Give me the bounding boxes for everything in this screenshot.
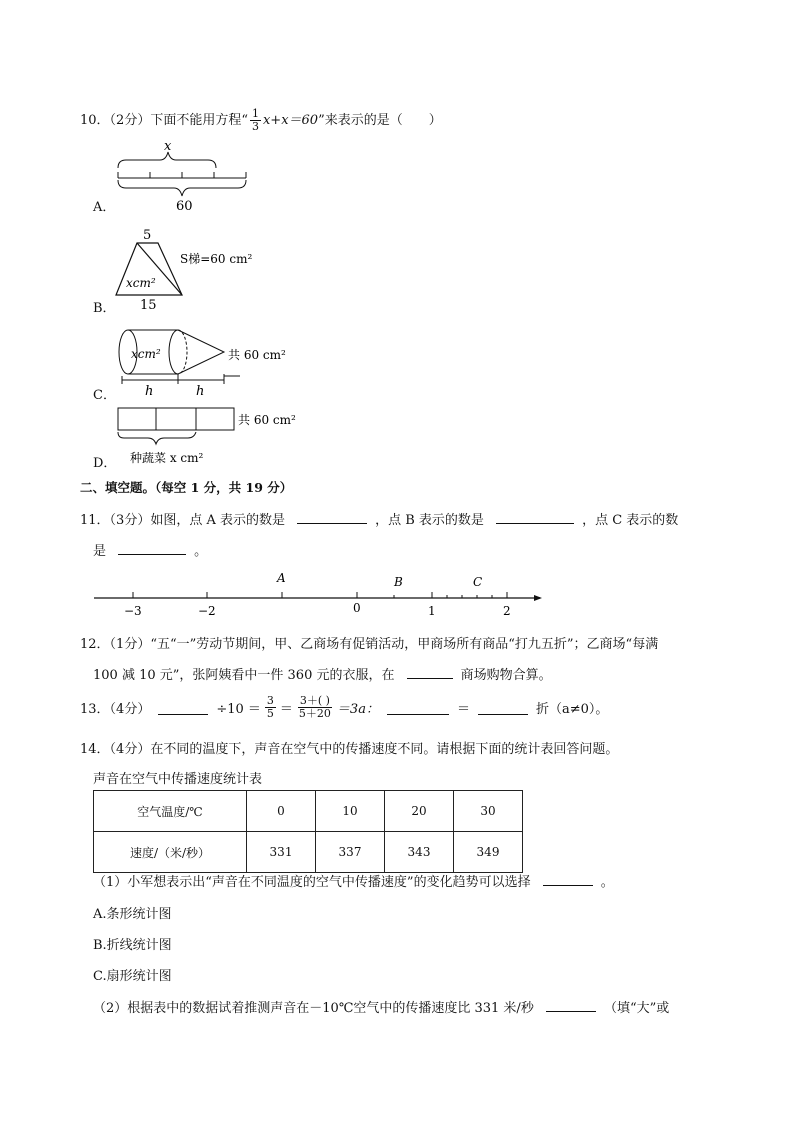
sound-speed-table [93, 790, 523, 873]
q13-blank-1[interactable] [158, 700, 208, 715]
q11-blank-b[interactable] [496, 509, 574, 524]
number-line [90, 568, 550, 620]
table-cell: 337 [316, 832, 385, 873]
q10-stem [80, 108, 442, 133]
tick-label-1: 1 [428, 604, 436, 618]
tick-label-minus3: −3 [124, 604, 142, 618]
table-cell: 349 [454, 832, 523, 873]
table-header-cell: 30 [454, 791, 523, 832]
tick-label-minus2: −2 [198, 604, 216, 618]
q10-option-a-label[interactable]: A． [93, 200, 116, 215]
h2-label: h [196, 384, 205, 399]
number-line-arrow [534, 595, 542, 601]
q14-blank-2[interactable] [546, 997, 596, 1012]
q14-choice-b[interactable]: B.折线统计图 [93, 938, 172, 953]
cylinder-inner-label: xcm² [131, 347, 161, 361]
tick-label-2: 2 [503, 604, 511, 618]
q11-line1: 11．（3分）如图，点 A 表示的数是 ，点 B 表示的数是 ，点 C 表示的数 [80, 509, 678, 528]
trapezoid-top-5: 5 [143, 228, 152, 243]
q14-sub2: （2）根据表中的数据试着推测声音在－10℃空气中的传播速度比 331 米/秒 （填“大”或 [93, 997, 669, 1016]
top-brace [118, 152, 216, 168]
option-d-caption: 种蔬菜 x cm² [130, 451, 204, 465]
q12-blank[interactable] [407, 664, 453, 679]
bottom-brace [118, 180, 246, 196]
q10-option-c-label[interactable]: C． [93, 388, 116, 403]
q10-option-d-label[interactable]: D． [93, 456, 117, 471]
q12-line1: 12．（1分）“五“一”劳动节期间，甲、乙商场有促销活动，甲商场所有商品“打九五折”；乙商场“每满 [80, 637, 659, 652]
point-c-label: C [473, 575, 483, 589]
h1-label: h [145, 384, 154, 399]
q10-expression: x+x＝60 [262, 113, 319, 128]
q14-sub1: （1）小军想表示出“声音在不同温度的空气中传播速度”的变化趋势可以选择 。 [93, 871, 614, 890]
section-2-title: 二、填空题。（每空 1 分，共 19 分） [80, 480, 293, 495]
q13-blank-2[interactable] [387, 700, 449, 715]
table-row [94, 832, 523, 873]
q11-blank-c[interactable] [118, 540, 186, 555]
table-header-cell: 20 [385, 791, 454, 832]
trapezoid-area-label: S梯=60 cm² [180, 252, 253, 266]
q13-line: 13．（4分） ÷10 ＝ $\frac{3}{5}$ ＝ $\frac{3+( )}{5+20}$ ＝3a： ＝ 折（a≠0）。 [80, 694, 609, 720]
q11-line2: 是 。 [93, 540, 207, 559]
q10-option-b-label[interactable]: B． [93, 301, 116, 316]
point-b-label: B [394, 575, 403, 589]
q10-option-c-figure [112, 322, 302, 402]
q14-blank-1[interactable] [543, 871, 593, 886]
q10-fraction: $\frac{1}{3}$ [251, 107, 259, 133]
q11-blank-a[interactable] [297, 509, 367, 524]
tick-label-0: 0 [353, 601, 361, 615]
q10-option-d-figure [112, 402, 312, 470]
q13-fraction-1: $\frac{3}{5}$ [266, 694, 274, 720]
q12-line2: 100 减 10 元”，张阿姨看中一件 360 元的衣服，在 商场购物合算。 [93, 664, 552, 683]
table-cell: 343 [385, 832, 454, 873]
q14-choice-a[interactable]: A.条形统计图 [93, 907, 172, 922]
table-cell: 速度/（米/秒） [94, 832, 247, 873]
brace-value-60: 60 [176, 199, 193, 213]
option-d-total: 共 60 cm² [238, 413, 296, 427]
table-header-cell: 10 [316, 791, 385, 832]
q14-table-title: 声音在空气中传播速度统计表 [93, 772, 263, 787]
q14-choice-c[interactable]: C.扇形统计图 [93, 969, 172, 984]
table-cell: 331 [247, 832, 316, 873]
q13-blank-3[interactable] [478, 700, 528, 715]
trapezoid-inner-label: xcm² [126, 276, 156, 290]
point-a-label: A [277, 571, 286, 585]
q10-option-b-figure [112, 225, 262, 315]
option-d-brace [118, 432, 196, 444]
q10-option-a-figure [112, 138, 252, 213]
table-header-cell: 空气温度/℃ [94, 791, 247, 832]
brace-var-x: x [164, 139, 172, 154]
q13-fraction-2: $\frac{3+( )}{5+20}$ [298, 694, 331, 720]
q14-intro: 14．（4分）在不同的温度下，声音在空气中的传播速度不同。请根据下面的统计表回答问题。 [80, 742, 619, 757]
q10-suffix: ”来表示的是（ ） [318, 113, 442, 128]
trapezoid-bottom-15: 15 [140, 298, 157, 313]
table-header-cell: 0 [247, 791, 316, 832]
option-c-total: 共 60 cm² [228, 348, 286, 362]
table-row [94, 791, 523, 832]
field-rect [118, 408, 234, 430]
q10-prefix: 10．（2分）下面不能用方程“ [80, 113, 248, 128]
